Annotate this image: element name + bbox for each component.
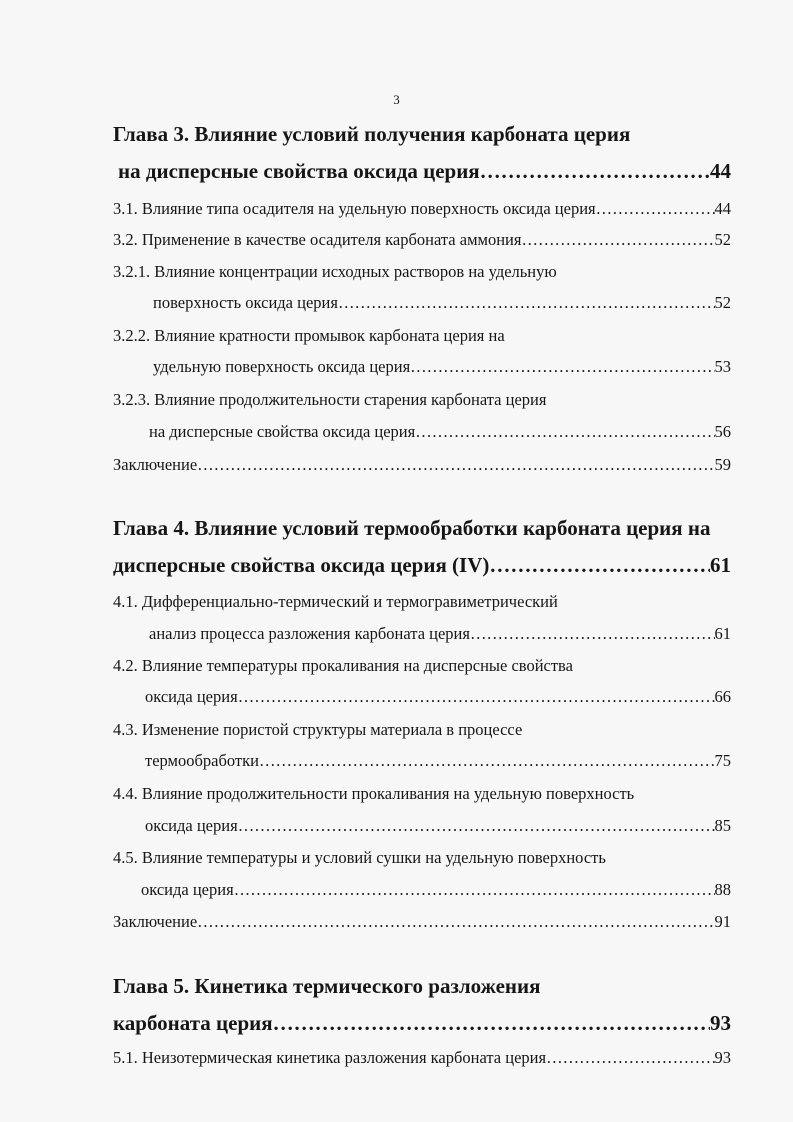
leader-dots (197, 455, 714, 475)
toc-entry-3-conclusion[interactable] (113, 455, 731, 475)
toc-entry-page: 61 (714, 624, 731, 643)
toc-entry-page: 52 (714, 230, 731, 249)
toc-entry-3-2[interactable] (113, 230, 731, 250)
leader-dots (415, 422, 714, 442)
leader-dots (238, 816, 715, 836)
toc-entry-4-5-line1[interactable]: 4.5. Влияние температуры и условий сушки на удельную поверхность (113, 848, 606, 867)
toc-entry-3-2-3[interactable] (149, 422, 731, 442)
toc-entry-label: Заключение (113, 912, 198, 931)
toc-entry-3-2-3-line1[interactable]: 3.2.3. Влияние продолжительности старения карбоната церия (113, 390, 547, 409)
chapter-3-title-line2: на дисперсные свойства оксида церия (118, 159, 480, 183)
leader-dots (489, 553, 710, 578)
toc-entry-page: 85 (714, 816, 731, 835)
leader-dots (546, 1048, 714, 1068)
toc-entry-label: оксида церия (145, 687, 238, 706)
toc-entry-page: 59 (714, 455, 731, 474)
toc-entry-label: на дисперсные свойства оксида церия (149, 422, 416, 441)
chapter-4-title-line1: Глава 4. Влияние условий термообработки карбоната церия на (113, 516, 711, 540)
toc-entry-3-2-2[interactable] (153, 357, 731, 377)
leader-dots (238, 687, 715, 707)
toc-entry-4-2-line1[interactable]: 4.2. Влияние температуры прокаливания на дисперсные свойства (113, 656, 573, 675)
toc-entry-label: 3.1. Влияние типа осадителя на удельную поверхность оксида церия (113, 199, 596, 218)
leader-dots (480, 159, 710, 184)
toc-entry-page: 52 (714, 293, 731, 312)
leader-dots (521, 230, 714, 250)
leader-dots (234, 880, 715, 900)
toc-entry-5-1[interactable] (113, 1048, 731, 1068)
chapter-3-title-line1: Глава 3. Влияние условий получения карбоната церия (113, 122, 631, 146)
toc-entry-4-4-line1[interactable]: 4.4. Влияние продолжительности прокаливания на удельную поверхность (113, 784, 635, 803)
toc-entry-3-2-1[interactable] (153, 293, 731, 313)
toc-entry-4-1[interactable] (149, 624, 731, 644)
toc-entry-page: 93 (714, 1048, 731, 1067)
chapter-3-title-entry[interactable] (118, 159, 731, 184)
chapter-5-title-line2: карбоната церия (113, 1011, 273, 1035)
chapter-4-title-entry[interactable] (113, 553, 731, 578)
toc-entry-label: оксида церия (145, 816, 238, 835)
toc-entry-page: 44 (714, 199, 731, 218)
page-number: 3 (393, 92, 400, 107)
toc-entry-4-4[interactable] (145, 816, 731, 836)
leader-dots (596, 199, 715, 219)
chapter-5-title-entry[interactable] (113, 1011, 731, 1036)
toc-entry-label: оксида церия (141, 880, 234, 899)
toc-entry-4-3[interactable] (145, 751, 731, 771)
toc-entry-page: 88 (714, 880, 731, 899)
toc-entry-4-conclusion[interactable] (113, 912, 731, 932)
leader-dots (338, 293, 715, 313)
toc-entry-page: 56 (714, 422, 731, 441)
toc-entry-label: 3.2. Применение в качестве осадителя карбоната аммония (113, 230, 522, 249)
toc-entry-4-3-line1[interactable]: 4.3. Изменение пористой структуры материала в процессе (113, 720, 523, 739)
chapter-3-page: 44 (710, 159, 731, 183)
toc-entry-label: поверхность оксида церия (153, 293, 338, 312)
leader-dots (197, 912, 714, 932)
leader-dots (470, 624, 715, 644)
toc-entry-3-2-1-line1[interactable]: 3.2.1. Влияние концентрации исходных растворов на удельную (113, 262, 557, 281)
toc-entry-page: 75 (714, 751, 731, 770)
toc-entry-4-1-line1[interactable]: 4.1. Дифференциально-термический и термогравиметрический (113, 592, 558, 611)
toc-entry-label: анализ процесса разложения карбоната церия (149, 624, 470, 643)
chapter-5-title-line1: Глава 5. Кинетика термического разложения (113, 974, 541, 998)
leader-dots (259, 751, 715, 771)
toc-entry-label: термообработки (145, 751, 259, 770)
toc-entry-label: удельную поверхность оксида церия (153, 357, 411, 376)
chapter-4-title-line2: дисперсные свойства оксида церия (IV) (113, 553, 490, 577)
chapter-5-page: 93 (710, 1011, 731, 1035)
toc-entry-page: 53 (714, 357, 731, 376)
toc-entry-3-1[interactable] (113, 199, 731, 219)
chapter-4-page: 61 (710, 553, 731, 577)
toc-entry-page: 66 (714, 687, 731, 706)
toc-entry-3-2-2-line1[interactable]: 3.2.2. Влияние кратности промывок карбоната церия на (113, 326, 505, 345)
leader-dots (410, 357, 714, 377)
toc-entry-page: 91 (714, 912, 731, 931)
toc-entry-label: Заключение (113, 455, 198, 474)
toc-entry-4-2[interactable] (145, 687, 731, 707)
toc-entry-label: 5.1. Неизотермическая кинетика разложения карбоната церия (113, 1048, 547, 1067)
leader-dots (273, 1011, 710, 1036)
toc-entry-4-5[interactable] (141, 880, 731, 900)
